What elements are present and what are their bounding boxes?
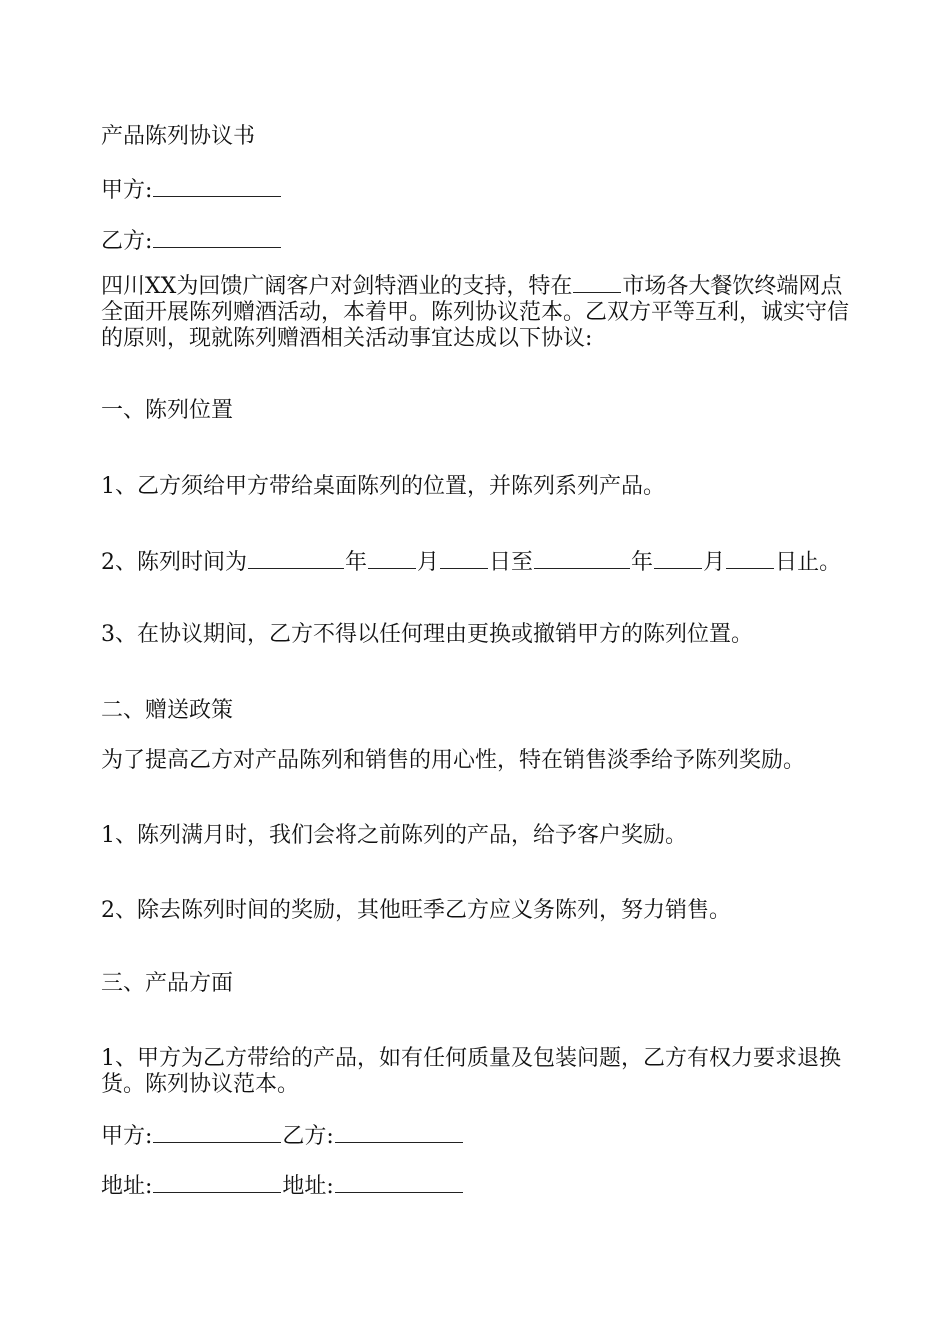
year-label-2: 年 bbox=[631, 550, 654, 575]
signature-party-a-blank bbox=[153, 1122, 281, 1143]
address-b-label: 地址: bbox=[282, 1174, 334, 1199]
address-a-label: 地址: bbox=[101, 1174, 153, 1199]
end-year-blank bbox=[534, 548, 630, 569]
signature-party-b-label: 乙方: bbox=[282, 1124, 334, 1149]
intro-text-part2: 市场各大餐饮终端网点全面开展陈列赠酒活动，本着甲。陈列协议范本。乙双方平等互利，诚实守信的原则，现就陈列赠酒相关活动事宜达成以下协议: bbox=[101, 274, 850, 351]
party-a-blank bbox=[153, 176, 281, 197]
end-day-blank bbox=[726, 548, 774, 569]
year-label: 年 bbox=[345, 550, 368, 575]
section2-heading: 二、赠送政策 bbox=[101, 698, 234, 723]
end-label: 日止。 bbox=[775, 550, 842, 575]
section2-item2: 2、除去陈列时间的奖励，其他旺季乙方应义务陈列，努力销售。 bbox=[101, 898, 731, 923]
signature-party-b-blank bbox=[335, 1122, 463, 1143]
start-day-blank bbox=[440, 548, 488, 569]
party-b-label: 乙方: bbox=[101, 229, 153, 254]
party-a-line bbox=[101, 176, 282, 204]
section2-intro: 为了提高乙方对产品陈列和销售的用心性，特在销售淡季给予陈列奖励。 bbox=[101, 748, 806, 773]
signature-party-line bbox=[101, 1122, 464, 1150]
day-to-label: 日至 bbox=[489, 550, 534, 575]
signature-party-a-label: 甲方: bbox=[101, 1124, 153, 1149]
signature-address-line bbox=[101, 1172, 464, 1200]
address-a-blank bbox=[153, 1172, 281, 1193]
party-b-blank bbox=[153, 227, 281, 248]
start-year-blank bbox=[248, 548, 344, 569]
month-label-2: 月 bbox=[703, 550, 726, 575]
address-b-blank bbox=[335, 1172, 463, 1193]
market-blank bbox=[573, 272, 621, 293]
section3-item1: 1、甲方为乙方带给的产品，如有任何质量及包装问题，乙方有权力要求退换货。陈列协议范本。 bbox=[101, 1046, 841, 1097]
section1-item1: 1、乙方须给甲方带给桌面陈列的位置，并陈列系列产品。 bbox=[101, 474, 665, 499]
period-prefix: 2、陈列时间为 bbox=[101, 550, 247, 575]
section3-heading: 三、产品方面 bbox=[101, 971, 234, 996]
section2-item1: 1、陈列满月时，我们会将之前陈列的产品，给予客户奖励。 bbox=[101, 823, 687, 848]
party-a-label: 甲方: bbox=[101, 178, 153, 203]
month-label: 月 bbox=[417, 550, 440, 575]
intro-text-part1: 四川XX为回馈广阔客户对剑特酒业的支持，特在 bbox=[101, 274, 573, 299]
start-month-blank bbox=[368, 548, 416, 569]
document-title: 产品陈列协议书 bbox=[101, 124, 256, 149]
section1-item2 bbox=[101, 548, 841, 576]
end-month-blank bbox=[654, 548, 702, 569]
section1-item3: 3、在协议期间，乙方不得以任何理由更换或撤销甲方的陈列位置。 bbox=[101, 622, 753, 647]
party-b-line bbox=[101, 227, 282, 255]
section1-heading: 一、陈列位置 bbox=[101, 398, 234, 423]
intro-paragraph bbox=[101, 272, 861, 352]
